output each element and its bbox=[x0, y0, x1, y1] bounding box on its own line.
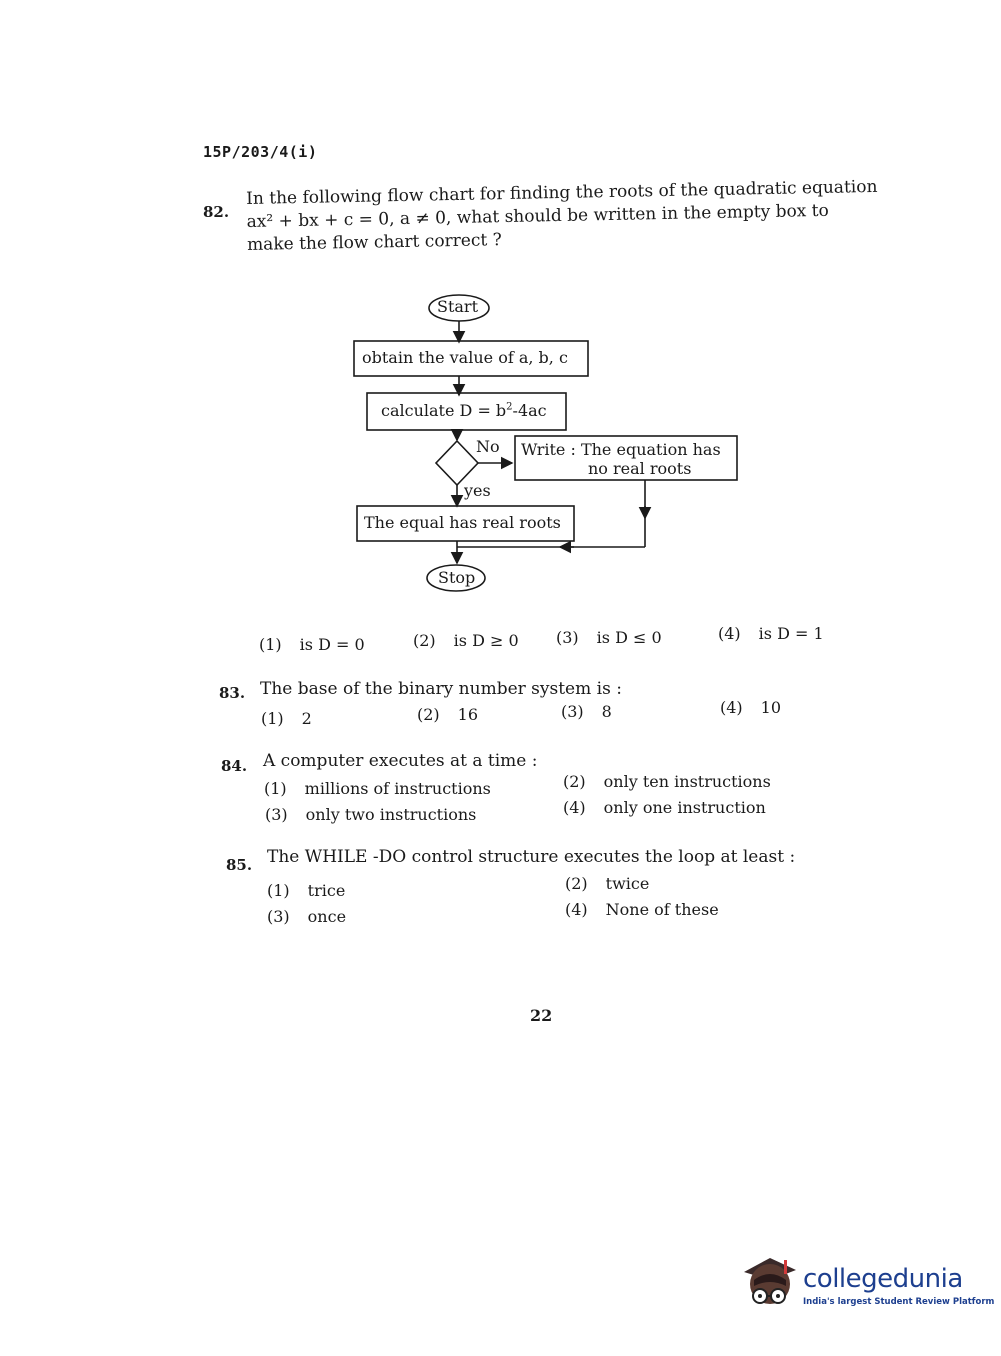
question-82-line-3: make the flow chart correct ? bbox=[246, 230, 502, 255]
question-82-number: 82. bbox=[203, 203, 230, 221]
q85-option-2: (2) twice bbox=[565, 874, 650, 893]
question-84-text: A computer executes at a time : bbox=[263, 751, 538, 771]
question-82-line-2: ax² + bx + c = 0, a ≠ 0, what should be written in the empty box to bbox=[246, 200, 829, 232]
q84-option-4: (4) only one instruction bbox=[563, 798, 766, 817]
q85-option-3: (3) once bbox=[267, 907, 347, 926]
no-label: No bbox=[476, 437, 500, 456]
q82-option-1: (1) is D = 0 bbox=[259, 635, 365, 654]
q82-option-2: (2) is D ≥ 0 bbox=[413, 631, 519, 650]
question-83-number: 83. bbox=[219, 684, 246, 702]
page-number: 22 bbox=[530, 1006, 553, 1025]
collegedunia-logo-text: collegedunia bbox=[803, 1264, 963, 1294]
write-line-1: Write : The equation has bbox=[521, 440, 721, 459]
stop-label: Stop bbox=[438, 568, 476, 587]
q84-option-1: (1) millions of instructions bbox=[264, 779, 491, 798]
q83-option-4: (4) 10 bbox=[720, 698, 782, 717]
q82-option-3: (3) is D ≤ 0 bbox=[556, 628, 662, 647]
q84-option-2: (2) only ten instructions bbox=[563, 772, 771, 791]
yes-label: yes bbox=[464, 481, 491, 500]
calc-suffix: -4ac bbox=[512, 401, 547, 420]
question-85-number: 85. bbox=[226, 856, 253, 874]
start-label: Start bbox=[437, 297, 479, 316]
collegedunia-tagline: India's largest Student Review Platform bbox=[803, 1297, 995, 1307]
q85-option-4: (4) None of these bbox=[565, 900, 719, 919]
q82-option-4: (4) is D = 1 bbox=[718, 624, 824, 643]
collegedunia-mascot-icon bbox=[740, 1250, 802, 1314]
write-line-2: no real roots bbox=[588, 459, 692, 478]
q85-option-1: (1) trice bbox=[267, 881, 346, 900]
paper-code: 15P/203/4(i) bbox=[203, 143, 318, 161]
q83-option-1: (1) 2 bbox=[261, 709, 312, 728]
question-83-text: The base of the binary number system is : bbox=[260, 679, 622, 699]
q83-option-3: (3) 8 bbox=[561, 702, 612, 721]
q83-option-2: (2) 16 bbox=[417, 705, 479, 724]
question-85-text: The WHILE -DO control structure executes the loop at least : bbox=[267, 847, 796, 867]
q84-option-3: (3) only two instructions bbox=[265, 805, 477, 824]
question-82-line-1: In the following flow chart for finding the roots of the quadratic equation bbox=[246, 176, 878, 209]
calc-superscript: 2 bbox=[506, 401, 513, 413]
flowchart-diagram bbox=[0, 0, 1001, 640]
question-84-number: 84. bbox=[221, 757, 248, 775]
obtain-label: obtain the value of a, b, c bbox=[362, 348, 568, 367]
calc-prefix: calculate D = b bbox=[381, 401, 507, 420]
calc-label bbox=[381, 401, 547, 420]
empty-decision-diamond bbox=[436, 441, 478, 485]
real-roots-label: The equal has real roots bbox=[364, 513, 561, 532]
